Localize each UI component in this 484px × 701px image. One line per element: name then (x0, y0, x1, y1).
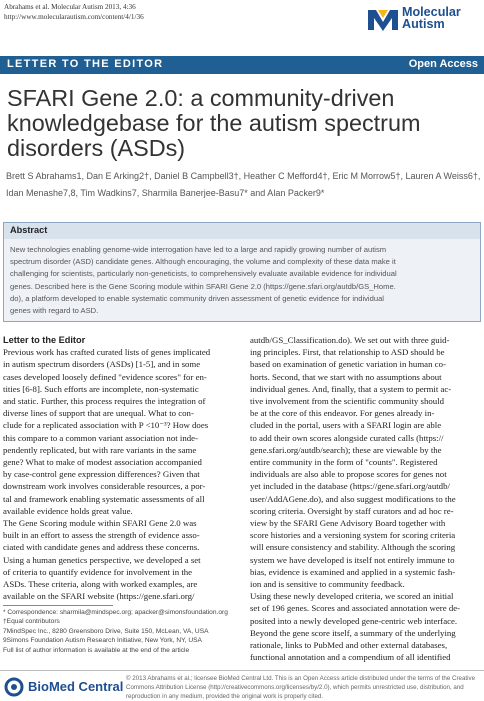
title-line: disorders (ASDs) (7, 135, 186, 161)
body-line: will ensure consistency and stability. Although the scoring (250, 542, 456, 553)
open-access-label: Open Access (408, 58, 478, 70)
section-banner (0, 56, 484, 74)
author-line: Brett S Abrahams1, Dan E Arking2†, Daniel B Campbell3†, Heather C Mefford4†, Eric M Morrow5†, Lauren A Weiss6†, (6, 171, 481, 181)
abstract-line: do), a platform developed to enable systematic community driven assessment of genetic evidence for individual (10, 293, 384, 303)
body-line: Using a human genetics perspective, we developed a set (3, 554, 201, 565)
license-line: Commons Attribution License (http://creativecommons.org/licenses/by/2.0), which permits unrestricted use, distribution, and (126, 683, 464, 691)
journal-logo (364, 4, 476, 34)
body-line: cluded in the portal, users with a SFARI login are able (250, 420, 442, 431)
section-heading: Letter to the Editor (3, 335, 86, 345)
license-line: reproduction in any medium, provided the original work is properly cited. (126, 692, 324, 700)
footnotes (3, 608, 241, 655)
body-line: gene? What to make of modest association accompanied (3, 457, 202, 468)
publisher-logo-icon (4, 677, 26, 697)
body-line: tities [6-8]. Such efforts are incomplete, non-systematic (3, 383, 199, 394)
body-line: Previous work has crafted curated lists of genes implicated (3, 347, 211, 358)
body-line: diverse lines of support that are unequal. What to con- (3, 408, 194, 419)
body-column-right (250, 334, 481, 663)
citation (4, 2, 144, 22)
body-column-left (3, 334, 241, 602)
body-line: available on the SFARI website (https://gene.sfari.org/ (3, 591, 195, 602)
body-line: by case-control gene expression differences? Given that (3, 469, 200, 480)
body-line: cases developed loosely defined "evidence scores" for en- (3, 371, 207, 382)
body-line: functional annotation and a compendium of all identified (250, 652, 451, 663)
body-line: horts. Second, that we start with no assumptions about (250, 371, 442, 382)
author-list (6, 168, 481, 202)
body-line: ASDs. These criteria, along with worked examples, are (3, 579, 198, 590)
body-line: ciated with candidate genes and address these concerns. (3, 542, 200, 553)
body-line: autdb/GS_Classification.do). We set out with three guid- (250, 335, 450, 345)
abstract-body (10, 244, 476, 317)
license-text (126, 675, 480, 701)
body-line: this compare to a common variant association not inde- (3, 432, 198, 443)
body-line: posited into a newly developed gene-centric web interface. (250, 615, 458, 626)
abstract-line: genes with regard to ASD. (10, 306, 99, 316)
body-line: Beyond the gene score itself, a summary of the underlying (250, 627, 456, 638)
abstract-line: New technologies enabling genome-wide interrogation have led to a large and rapidly growing number of autism (10, 245, 387, 254)
body-line: score histories and a versioning system for scoring criteria (250, 530, 456, 541)
body-line: based on examination of genetic variation in human co- (250, 359, 446, 370)
body-line: individual genes. And, finally, that a system to permit ac- (250, 383, 452, 394)
footnote-line: Full list of author information is available at the end of the article (3, 646, 190, 654)
body-line: downstream work involves considerable resources, a por- (3, 481, 206, 492)
body-line: ing principles. First, that relationship to ASD should be (250, 347, 445, 358)
abstract-header (4, 223, 480, 239)
title-line: knowledgebase for the autism spectrum (7, 110, 421, 136)
journal-logo-line2: Autism (402, 17, 445, 31)
body-line: ion and is sensitive to community feedback. (250, 579, 405, 590)
body-line: clude for a replicated association with P <10⁻³? How does (3, 420, 209, 431)
footnote-line: 9Simons Foundation Autism Research Initiative, New York, NY, USA (3, 637, 202, 645)
body-line: and static. Further, this process requires the integration of (3, 396, 206, 407)
title-line: SFARI Gene 2.0: a community-driven (7, 85, 395, 111)
publisher-logo (4, 677, 124, 697)
body-line: to add their own scores alongside curated calls (https:// (250, 432, 444, 443)
body-line: The Gene Scoring module within SFARI Gene 2.0 was (3, 518, 197, 529)
abstract-line: challenging for scientists, particularly non-geneticists, to comprehensively evaluate available evidence for individual (10, 269, 397, 279)
abstract-box (3, 222, 481, 322)
body-line: user/AddAGene.do), and also suggest modifications to the (250, 493, 456, 504)
body-line: Using these newly developed criteria, we scored an initial (250, 591, 454, 602)
footnote-line: 7MindSpec Inc., 8280 Greensboro Drive, Suite 150, McLean, VA, USA (3, 627, 209, 635)
body-line: yet included in the database (https://gene.sfari.org/autdb/ (250, 481, 450, 492)
footnote-divider (3, 605, 113, 606)
citation-url[interactable]: http://www.molecularautism.com/content/4/1/36 (4, 13, 144, 21)
body-line: pendently replicated, but with rare variants in the same (3, 444, 197, 455)
body-line: bias, evidence is examined and applied in a systemic fash- (250, 566, 456, 577)
body-line: view by the SFARI Gene Advisory Board together with (250, 518, 446, 529)
body-line: be at the core of this endeavor. For genes already in- (250, 408, 435, 419)
body-line: set of 196 genes. Scores and associated annotation were de- (250, 603, 461, 614)
body-line: tal and framework enabling systematic assessments of all (3, 493, 205, 504)
journal-logo-line1: Molecular (402, 5, 461, 19)
journal-logo-icon (366, 6, 400, 32)
body-line: scoring criteria. Oversight by staff curators and ad hoc re- (250, 505, 454, 516)
body-line: available evidence holds great value. (3, 505, 133, 516)
footnote-correspondence[interactable]: * Correspondence: sharmila@mindspec.org; apacker@simonsfoundation.org (3, 609, 228, 616)
body-line: rationale, links to PubMed and other external databases, (250, 640, 448, 651)
body-line: built in an effort to assess the strength of evidence asso- (3, 530, 200, 541)
body-line: of criteria to quantify evidence for involvement in the (3, 566, 193, 577)
body-line: gene.sfari.org/autdb/search); these are viewable by the (250, 444, 442, 455)
footnote-line: †Equal contributors (3, 618, 60, 626)
abstract-line: spectrum disorder (ASD) candidate genes. Although encouraging, the volume and complexity of these data make it (10, 257, 396, 267)
article-title (7, 86, 477, 161)
author-line: Idan Menashe7,8, Tim Wadkins7, Sharmila Banerjee-Basu7* and Alan Packer9* (6, 188, 325, 198)
body-line: in autism spectrum disorders (ASDs) [1-5], and in some (3, 359, 201, 370)
citation-line: Abrahams et al. Molecular Autism 2013, 4:36 (4, 3, 136, 11)
body-line: system we have developed is itself not entirely immune to (250, 554, 455, 565)
abstract-heading: Abstract (10, 225, 48, 235)
publisher-name: BioMed Central (28, 679, 124, 694)
body-line: tive involvement from the scientific community should (250, 396, 444, 407)
section-label: LETTER TO THE EDITOR (7, 58, 164, 70)
body-line: individuals are also able to propose scores for genes not (250, 469, 447, 480)
body-line: entire community in the form of "counts". Registered (250, 457, 438, 468)
footer-divider (0, 670, 484, 671)
license-line: © 2013 Abrahams et al.; licensee BioMed Central Ltd. This is an Open Access article distributed under the terms of the Creative (126, 675, 476, 682)
abstract-line: genes. Described here is the Gene Scoring module within SFARI Gene 2.0 (https://gene.sfari.org/autdb/GS_Home. (10, 281, 396, 291)
